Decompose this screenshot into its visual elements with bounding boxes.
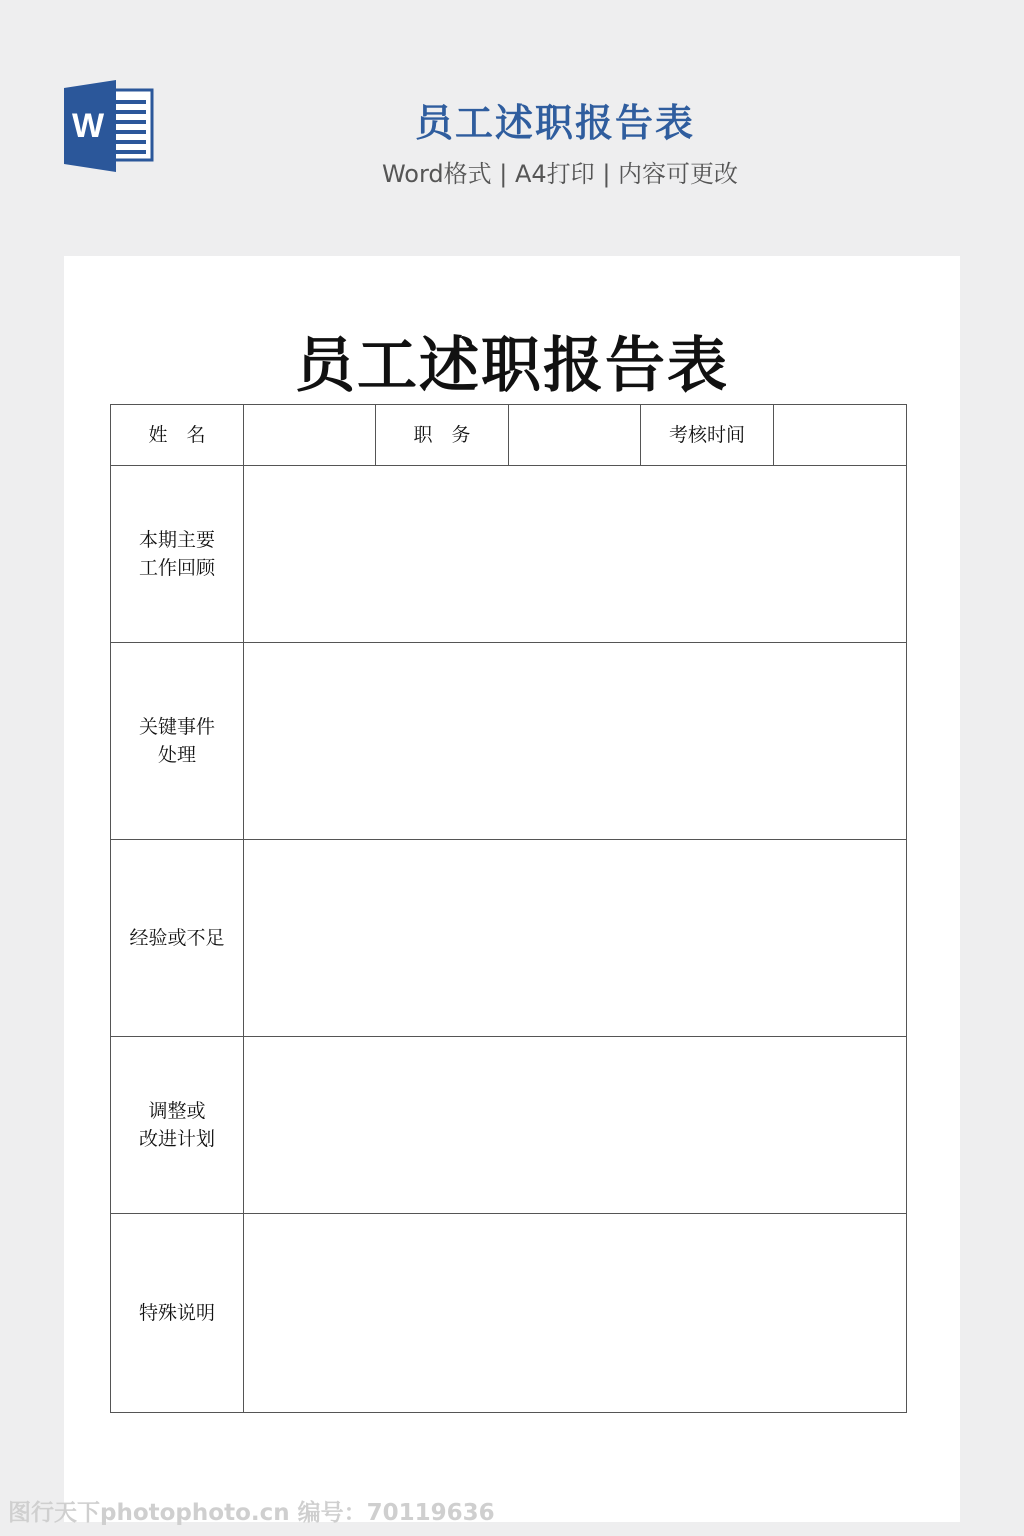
section-row (111, 1037, 907, 1214)
section-content-key-events[interactable] (244, 643, 907, 840)
section-label-work-review: 本期主要 工作回顾 (111, 466, 244, 643)
watermark: 图行天下photophoto.cn 编号：70119636 (8, 1500, 495, 1526)
report-form-table (110, 404, 907, 1413)
review-time-label: 考核时间 (641, 405, 774, 466)
section-content-improvement-plan[interactable] (244, 1037, 907, 1214)
section-label-special-notes: 特殊说明 (111, 1214, 244, 1413)
review-time-field[interactable] (774, 405, 907, 466)
header-subtitle: Word格式 | A4打印 | 内容可更改 (381, 160, 739, 188)
position-label: 职 务 (376, 405, 509, 466)
document-title: 员工述职报告表 (295, 331, 729, 401)
section-row (111, 643, 907, 840)
position-field[interactable] (509, 405, 641, 466)
section-label-experience: 经验或不足 (111, 840, 244, 1037)
section-label-improvement-plan: 调整或 改进计划 (111, 1037, 244, 1214)
section-content-work-review[interactable] (244, 466, 907, 643)
section-content-special-notes[interactable] (244, 1214, 907, 1413)
section-label-key-events: 关键事件 处理 (111, 643, 244, 840)
section-row (111, 466, 907, 643)
section-row (111, 840, 907, 1037)
info-row (111, 405, 907, 466)
word-icon-letter: W (71, 107, 105, 145)
header-title: 员工述职报告表 (414, 101, 695, 145)
header (0, 0, 1024, 230)
word-document-icon (64, 80, 156, 172)
name-label: 姓 名 (111, 405, 244, 466)
section-content-experience[interactable] (244, 840, 907, 1037)
name-field[interactable] (244, 405, 376, 466)
section-row (111, 1214, 907, 1413)
